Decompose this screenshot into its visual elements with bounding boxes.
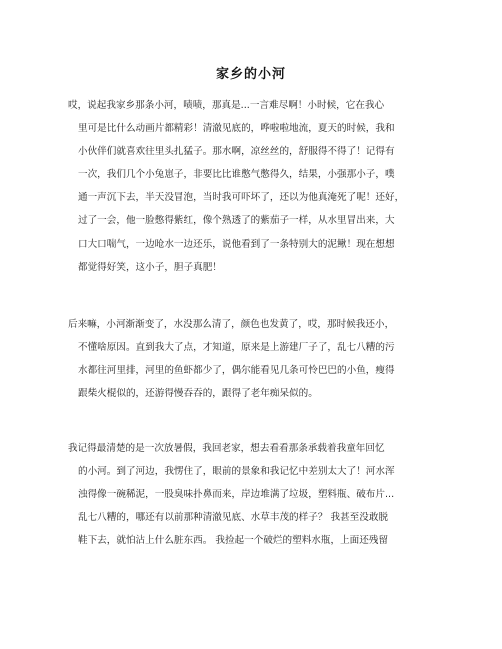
text-line: 乱七八糟的，哪还有以前那种清澈见底、水草丰茂的样子？ 我甚至没敢脱 (78, 512, 389, 524)
text-line: 浊得像一碗稀泥，一股臭味扑鼻而来，岸边堆满了垃圾，塑料瓶、破布片... (78, 489, 395, 501)
paragraph-3 (68, 437, 448, 552)
text-line: 不懂啥原因。直到我大了点，才知道，原来是上游建厂子了，乱七八糟的污 (78, 342, 395, 354)
text-line: 水都往河里排，河里的鱼虾都少了，偶尔能看见几条可怜巴巴的小鱼，瘦得 (78, 365, 395, 377)
text-line: 跟柴火棍似的，还游得慢吞吞的，跟得了老年痴呆似的。 (78, 388, 318, 400)
text-line: 的小河。到了河边，我愣住了，眼前的景象和我记忆中差别太大了！河水浑 (78, 466, 395, 478)
text-line: 都觉得好笑，这小子，胆子真肥！ (78, 261, 222, 273)
text-line: 过了一会，他一脸憋得紫红，像个熟透了的紫茄子一样，从水里冒出来，大 (78, 215, 395, 227)
text-line: 我记得最清楚的是一次放暑假，我回老家，想去看看那条承载着我童年回忆 (68, 443, 385, 454)
text-line: 哎，说起我家乡那条小河，啧啧，那真是...一言难尽啊！小时候，它在我心 (68, 100, 385, 111)
text-line: 小伙伴们就喜欢往里头扎猛子。那水啊，凉丝丝的，舒服得不得了！记得有 (78, 146, 395, 158)
document-title: 家乡的小河 (215, 67, 286, 82)
text-line: 口大口喘气，一边呛水一边还乐，说他看到了一条特别大的泥鳅！现在想想 (78, 238, 395, 250)
text-line: 里可是比什么动画片都精彩！清澈见底的，哗啦啦地流，夏天的时候，我和 (78, 123, 395, 135)
text-line: 后来嘛，小河渐渐变了，水没那么清了，颜色也发黄了，哎，那时候我还小， (68, 319, 395, 330)
paragraph-1 (68, 94, 448, 279)
text-line: 通一声沉下去，半天没冒泡，当时我可吓坏了，还以为他真淹死了呢！还好， (78, 192, 405, 204)
text-line: 鞋下去，就怕沾上什么脏东西。 我捡起一个破烂的塑料水瓶，上面还残留 (78, 535, 389, 547)
paragraph-2 (68, 313, 448, 405)
text-line: 一次，我们几个小兔崽子，非要比比谁憋气憋得久，结果，小强那小子，噗 (78, 169, 395, 181)
